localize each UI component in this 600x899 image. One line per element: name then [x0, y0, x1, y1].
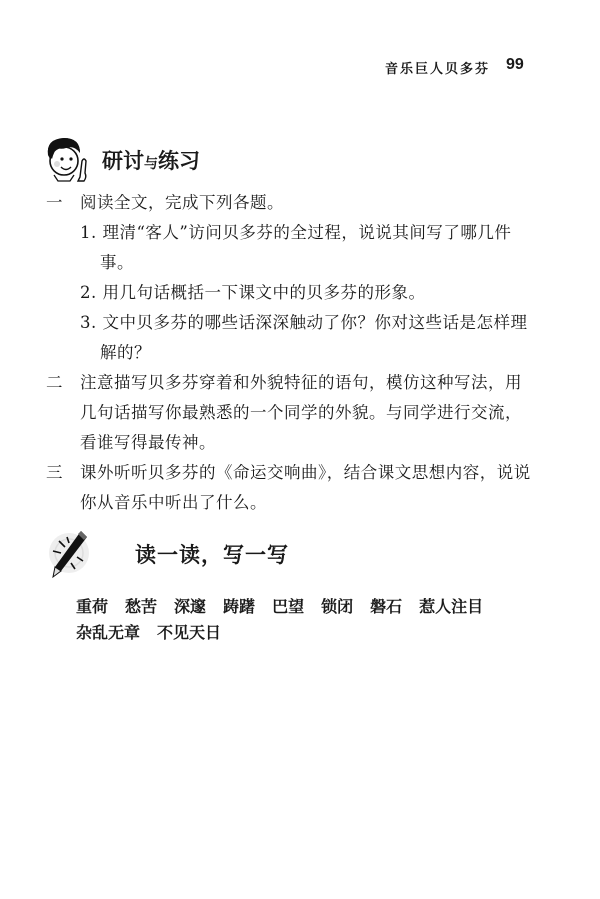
- boy-pointing-icon: [40, 133, 92, 185]
- item-2-line-3: 看谁写得最传神。: [80, 433, 216, 452]
- vocab-word: 巴望: [272, 597, 305, 616]
- subitem-1-line-1: 1. 理清“客人”访问贝多芬的全过程，说说其间写了哪几件: [80, 223, 512, 242]
- pencil-icon: [45, 527, 95, 583]
- item-2-line-1: 注意描写贝多芬穿着和外貌特征的语句，模仿这种写法，用: [80, 373, 522, 392]
- section-title-vocabulary: 读一读，写一写: [135, 543, 289, 567]
- vocab-row-2: [76, 620, 238, 643]
- vocab-word: 踌躇: [223, 597, 256, 616]
- vocab-word: 不见天日: [157, 623, 222, 642]
- item-marker-3: 三: [46, 463, 63, 482]
- item-2-line-2: 几句话描写你最熟悉的一个同学的外貌。与同学进行交流，: [80, 403, 522, 422]
- vocab-word: 锁闭: [321, 597, 354, 616]
- running-title: 音乐巨人贝多芬: [385, 62, 491, 77]
- subitem-3-line-2: 解的？: [100, 343, 151, 362]
- vocab-word: 磐石: [370, 597, 403, 616]
- section-title-exercises: 研讨与练习: [102, 149, 200, 173]
- subitem-3-line-1: 3. 文中贝多芬的哪些话深深触动了你？你对这些话是怎样理: [80, 313, 528, 332]
- item-marker-1: 一: [46, 193, 63, 212]
- page-number: 99: [506, 56, 524, 73]
- vocab-row-1: [76, 594, 500, 617]
- item-1-text: 阅读全文，完成下列各题。: [80, 193, 284, 212]
- item-marker-2: 二: [46, 373, 63, 392]
- item-3-line-1: 课外听听贝多芬的《命运交响曲》，结合课文思想内容，说说: [80, 463, 531, 482]
- vocab-word: 惹人注目: [419, 597, 484, 616]
- subitem-1-line-2: 事。: [100, 253, 134, 272]
- vocab-word: 愁苦: [125, 597, 158, 616]
- vocab-word: 杂乱无章: [76, 623, 141, 642]
- vocab-word: 重荷: [76, 597, 109, 616]
- item-3-line-2: 你从音乐中听出了什么。: [80, 493, 267, 512]
- subitem-2-line-1: 2. 用几句话概括一下课文中的贝多芬的形象。: [80, 283, 426, 302]
- vocab-word: 深邃: [174, 597, 207, 616]
